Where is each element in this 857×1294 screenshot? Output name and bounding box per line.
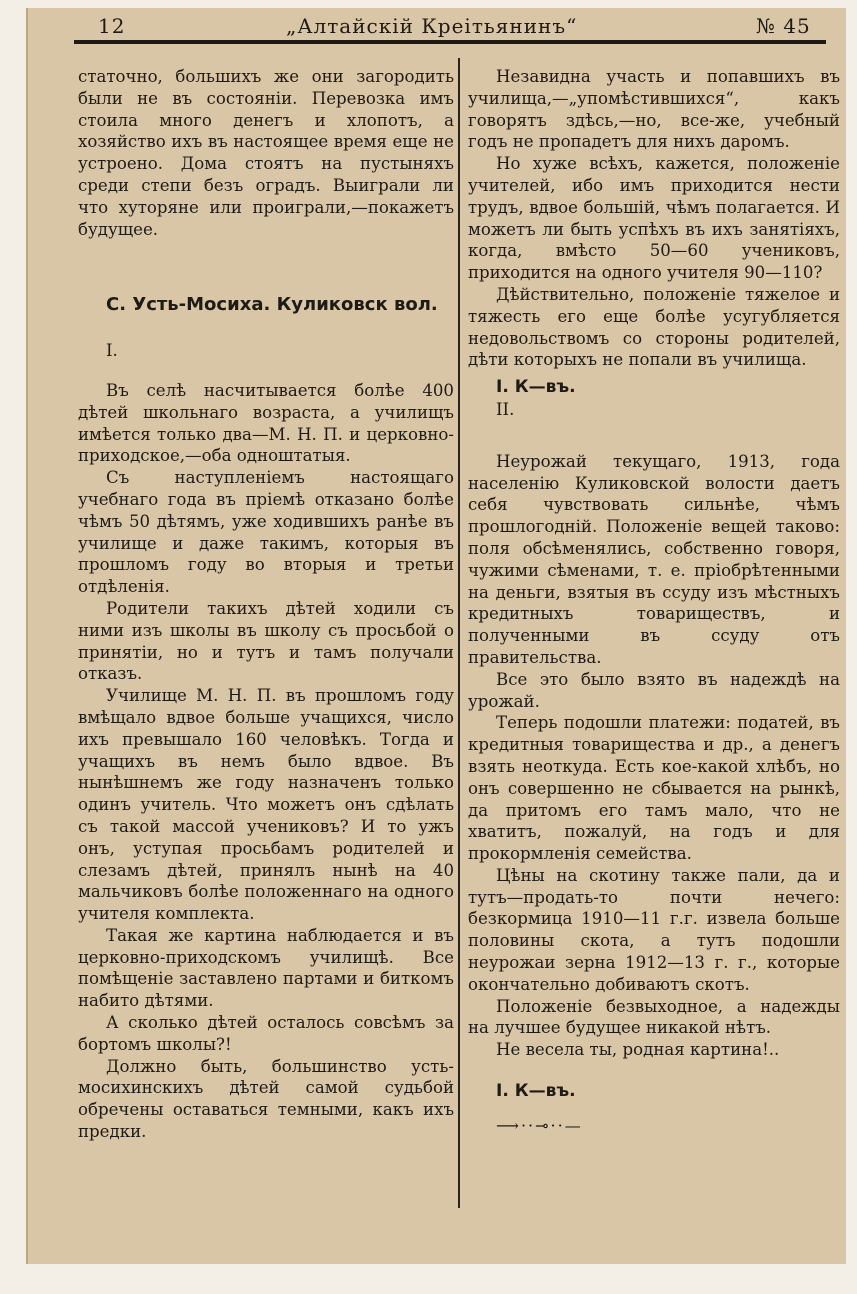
paragraph: Родители такихъ дѣтей ходили съ ними изъ школы въ школу съ просьбой о принятіи, но и тутъ и тамъ получали отказъ. (78, 598, 454, 684)
signature: I. К—въ. (496, 1081, 576, 1102)
column-divider (458, 58, 460, 1208)
paragraph: А сколько дѣтей осталось совсѣмъ за бортомъ школы?! (78, 1013, 454, 1054)
paragraph: Неурожай текущаго, 1913, года населенію Куликовской волости даетъ себя чувствовать сильнѣе, чѣмъ прошлогодній. Положеніе вещей таково: поля обсѣменялись, собственно говоря, чужими сѣменами, т. е. пріобрѣтенными на деньги, взятыя въ ссуду изъ мѣстныхъ кредитныхъ товариществъ, и полученными въ ссуду отъ правительства. (468, 451, 840, 667)
ornament-divider: ⟶··⊸··— (496, 1115, 583, 1135)
paragraph: Все это было взято въ надеждѣ на урожай. (468, 669, 840, 711)
paragraph: Незавидна участь и попавшихъ въ училища,—„упомѣстившихся“, какъ говорятъ здѣсь,—но, все-же, учебный годъ не пропадетъ для нихъ даромъ. (468, 67, 840, 152)
left-column (78, 66, 454, 1143)
paragraph: Положеніе безвыходное, а надежды на лучшее будущее никакой нѣтъ. (468, 996, 840, 1038)
section-numeral: II. (496, 399, 515, 419)
newspaper-title: „Алтайскій Креітьянинъ“ (286, 14, 578, 38)
continued-paragraph: статочно, большихъ же они загородить были не въ состояніи. Перевозка имъ стоила много денегъ и хлопотъ, а хозяйство ихъ въ настоящее время еще не устроено. Дома стоятъ на пустыняхъ среди степи безъ оградъ. Выиграли ли что хуторяне или проиграли,—покажетъ будущее. (78, 67, 454, 239)
newspaper-page (26, 8, 846, 1264)
paragraph: Такая же картина наблюдается и въ церковно-приходскомъ училищѣ. Все помѣщеніе заставлено партами и биткомъ набито дѣтями. (78, 925, 454, 1011)
issue-number: № 45 (756, 14, 811, 38)
signature: I. К—въ. (496, 377, 576, 398)
paragraph: Цѣны на скотину также пали, да и тутъ—продать-то почти нечего: безкормица 1910—11 г.г. извела больше половины скота, а тутъ подошли неурожаи зерна 1912—13 г. г., которые окончательно добиваютъ скотъ. (468, 865, 840, 994)
section-numeral: I. (106, 341, 118, 361)
right-column (468, 66, 840, 1137)
header-rule (74, 40, 826, 44)
paragraph: Училище М. Н. П. въ прошломъ году вмѣщало вдвое больше учащихся, число ихъ превышало 160 человѣкъ. Тогда и учащихъ въ немъ было вдвое. Въ нынѣшнемъ же году назначенъ только одинъ учитель. Что можетъ онъ сдѣлать съ такой массой учениковъ? И то ужъ онъ, уступая просьбамъ родителей и слезамъ дѣтей, принялъ нынѣ на 40 мальчиковъ болѣе положеннаго на одного учителя комплекта. (78, 686, 454, 924)
paragraph: Но хуже всѣхъ, кажется, положеніе учителей, ибо имъ приходится нести трудъ, вдвое большій, чѣмъ полагается. И можетъ ли быть успѣхъ въ ихъ занятіяхъ, когда, вмѣсто 50—60 учениковъ, приходится на одного учителя 90—110? (468, 154, 840, 283)
paragraph: Въ селѣ насчитывается болѣе 400 дѣтей школьнаго возраста, а училищъ имѣется только два—М. Н. П. и церковно-приходское,—оба одноштатыя. (78, 380, 454, 466)
paragraph: Должно быть, большинство усть-мосихинскихъ дѣтей самой судьбой обречены оставаться темными, какъ ихъ предки. (78, 1056, 454, 1142)
page-number: 12 (98, 14, 126, 38)
paragraph: Дѣйствительно, положеніе тяжелое и тяжесть его еще болѣе усугубляется недовольствомъ со стороны родителей, дѣти которыхъ не попали въ училища. (468, 284, 840, 370)
paragraph: Не весела ты, родная картина!.. (496, 1040, 780, 1060)
paragraph: Теперь подошли платежи: податей, въ кредитныя товарищества и др., а денегъ взять неоткуда. Есть кое-какой хлѣбъ, но онъ совершенно не сбывается на рынкѣ, да притомъ его тамъ мало, что не хватитъ, пожалуй, на годъ и для прокормленія семейства. (468, 713, 840, 864)
article-title: С. Усть-Мосиха. Куликовск вол. (106, 294, 438, 316)
paragraph: Съ наступленіемъ настоящаго учебнаго года въ пріемѣ отказано болѣе чѣмъ 50 дѣтямъ, уже ходившихъ ранѣе въ училище и даже такимъ, которыя въ прошломъ году во вторыя и третьи отдѣленія. (78, 468, 454, 597)
